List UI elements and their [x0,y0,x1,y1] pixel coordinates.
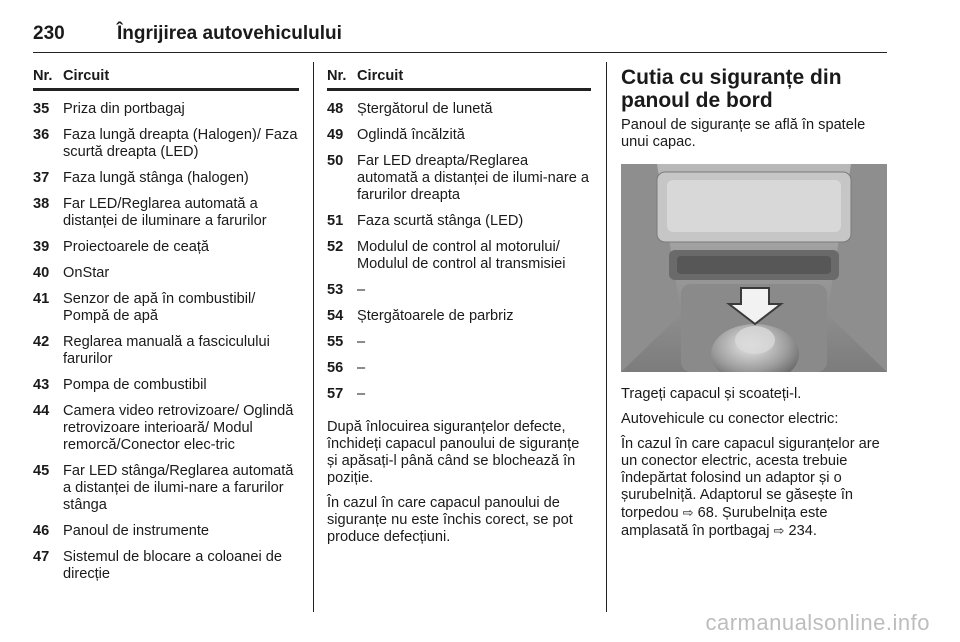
paragraph-cover-warning: În cazul în care capacul panoului de siguranțe nu este închis corect, se pot produce defecțiuni. [327,495,573,545]
fuse-number: 54 [327,308,344,324]
fuse-number: 47 [33,549,50,565]
fuse-circuit: Camera video retrovizoare/ Oglindă retrovizoare interioară/ Modul remorcă/Conector elec-tric [63,403,294,453]
column-divider-2 [606,62,607,612]
table-row [327,386,591,403]
col-nr-header: Nr. [33,68,53,84]
fuse-circuit: Faza scurtă stânga (LED) [357,213,524,229]
table-row [33,196,299,230]
table-row [33,334,299,368]
fuse-number: 44 [33,403,50,419]
table-row [33,377,299,394]
dashboard-photo [621,164,887,372]
dashboard-illustration [621,164,887,372]
fuse-circuit: Ștergătorul de lunetă [357,101,493,117]
table-row [33,523,299,540]
fuse-circuit: Oglindă încălzită [357,127,465,143]
table-row [327,308,591,325]
column-divider-1 [313,62,314,612]
fuse-number: 57 [327,386,344,402]
fuse-number: 42 [33,334,50,350]
text-segment: . [812,523,817,539]
table-row [327,334,591,351]
fuse-number: 50 [327,153,344,169]
fuse-number: 41 [33,291,50,307]
table-row [33,127,299,161]
page-reference-icon: ⇨ [773,523,785,538]
fuse-circuit: Senzor de apă în combustibil/ Pompă de apă [63,291,256,324]
table-row [33,549,299,583]
fuse-number: 52 [327,239,344,255]
table-row [33,291,299,325]
table-row [327,213,591,230]
fuse-circuit: Pompa de combustibil [63,377,207,393]
fuse-circuit: Panoul de instrumente [63,523,210,539]
fuse-number: 36 [33,127,50,143]
fuse-circuit: – [357,360,366,376]
fuse-circuit: Sistemul de blocare a coloanei de direcție [63,549,283,582]
fuse-circuit: Ștergătoarele de parbriz [357,308,514,324]
fuse-number: 49 [327,127,344,143]
fuse-number: 56 [327,360,344,376]
fuse-circuit: Priza din portbagaj [63,101,185,117]
table-row [327,360,591,377]
col-circuit-header: Circuit [63,68,110,84]
table-row [33,239,299,256]
table-row [327,282,591,299]
fuse-circuit: Faza lungă stânga (halogen) [63,170,249,186]
fuse-table-left [33,68,299,592]
fuse-circuit: Modulul de control al motorului/ Modulul de control al transmisiei [357,239,566,272]
fuse-circuit: Far LED dreapta/Reglarea automată a distanței de ilumi-nare a farurilor dreapta [357,153,590,203]
table-row [33,403,299,454]
page-reference-link[interactable]: 68 [697,505,714,521]
table-row [327,239,591,273]
table-header [33,68,299,91]
page-header [33,22,887,53]
fuse-number: 48 [327,101,344,117]
fuse-circuit: Proiectoarele de ceață [63,239,210,255]
text-segment: . Șurubelnița este amplasată în portbagaj [621,505,828,539]
col-circuit-header: Circuit [357,68,404,84]
fuse-number: 38 [33,196,50,212]
fuse-number: 40 [33,265,50,281]
fuse-circuit: OnStar [63,265,110,281]
section-intro: Panoul de siguranțe se află în spatele unui capac. [621,117,866,150]
fuse-number: 53 [327,282,344,298]
fuse-circuit: Faza lungă dreapta (Halogen)/ Faza scurtă dreapta (LED) [63,127,298,160]
section-title: Cutia cu siguranțe din panoul de bord [621,66,842,112]
fuse-table-right [327,68,591,554]
fuse-circuit: Far LED/Reglarea automată a distanței de iluminare a farurilor [63,196,267,229]
table-header [327,68,591,91]
fuse-circuit: – [357,334,366,350]
section-instrument-panel-fuse-box [621,68,887,548]
table-row [327,127,591,144]
paragraph-adaptor-instructions [621,436,887,540]
paragraph-replace-fuses: După înlocuirea siguranțelor defecte, închideți capacul panoului de siguranțe și apăsați-l până când se blochează în poziție. [327,419,580,486]
text-segment: În cazul în care capacul siguranțelor are un conector electric, acesta trebuie îndepărtat folosind un adaptor și o șurubelniță. Adaptorul se găsește în torpedou [621,436,880,521]
page-reference-link[interactable]: 234 [788,523,813,539]
fuse-circuit: Reglarea manuală a fasciculului farurilor [63,334,270,367]
table-row [33,170,299,187]
table-row [33,463,299,514]
table-row [327,101,591,118]
page-number: 230 [33,23,65,44]
table-row [327,153,591,204]
fuse-circuit: Far LED stânga/Reglarea automată a distanței de ilumi-nare a farurilor stânga [63,463,294,513]
table-row [33,101,299,118]
page-title: Îngrijirea autovehiculului [117,23,342,44]
fuse-number: 46 [33,523,50,539]
table-row [33,265,299,282]
fuse-number: 51 [327,213,344,229]
watermark[interactable]: carmanualsonline.info [705,610,930,635]
fuse-number: 45 [33,463,50,479]
fuse-number: 35 [33,101,50,117]
paragraph-electric-connector: Autovehicule cu conector electric: [621,411,839,427]
fuse-number: 43 [33,377,50,393]
page-reference-icon: ⇨ [682,505,694,520]
fuse-circuit: – [357,386,366,402]
paragraph-remove-cover: Trageți capacul și scoateți-l. [621,386,802,402]
col-nr-header: Nr. [327,68,347,84]
fuse-number: 37 [33,170,50,186]
fuse-circuit: – [357,282,366,298]
fuse-number: 39 [33,239,50,255]
fuse-number: 55 [327,334,344,350]
